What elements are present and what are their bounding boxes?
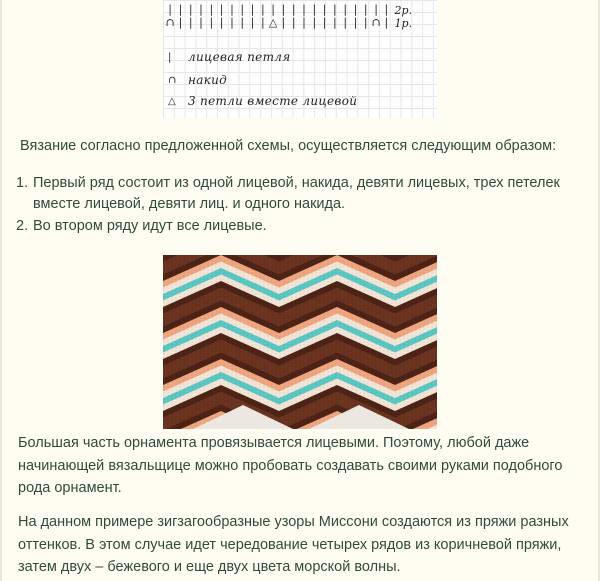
legend-item-yarn-over — [168, 73, 227, 87]
knit-stitch-icon: | — [322, 16, 327, 29]
knit-stitch-icon: | — [384, 16, 389, 29]
zigzag-pattern-graphic — [163, 255, 437, 429]
step-number: 2. — [16, 218, 29, 234]
step-item — [16, 173, 576, 215]
step-item — [16, 216, 576, 237]
knit-stitch-icon: | — [271, 3, 275, 16]
knit-stitch-icon: | — [312, 3, 317, 16]
yarn-over-icon: ∩ — [165, 16, 175, 29]
knit-stitch-icon: | — [199, 3, 203, 16]
page-border-left — [0, 0, 2, 581]
knit-stitch-icon: | — [353, 3, 358, 16]
knit-stitch-icon: | — [240, 16, 245, 29]
paragraph-1: Большая часть орнамента провязывается лицевыми. Поэтому, любой даже начинающей вязальщице можно пробовать создавать своими руками подобного рода орнамент. — [18, 435, 563, 496]
legend-item-knit-stitch — [168, 50, 290, 64]
knit-stitch-icon: | — [178, 3, 183, 16]
legend-description: накид — [188, 73, 228, 87]
knit-stitch-icon: | — [209, 3, 214, 16]
knit-stitch-icon: | — [333, 3, 337, 16]
knit-stitch-icon: | — [281, 3, 286, 16]
row-label: 2р. — [394, 3, 413, 17]
scheme-row-1 — [165, 17, 412, 29]
row-label: 1р. — [394, 16, 413, 30]
intro-text: Вязание согласно предложенной схемы, осуществляется следующим образом: — [20, 138, 557, 154]
knit-stitch-icon: | — [168, 3, 172, 16]
knit-three-together-icon: △ — [268, 16, 278, 29]
knit-stitch-symbol-icon: | — [168, 51, 172, 63]
knit-stitch-icon: | — [178, 16, 183, 29]
knit-stitch-icon: | — [230, 16, 234, 29]
steps-list — [16, 173, 576, 238]
knit-stitch-icon: | — [199, 16, 203, 29]
knit-stitch-icon: | — [188, 3, 193, 16]
knit-stitch-icon: | — [343, 16, 348, 29]
knit-stitch-icon: | — [363, 16, 368, 29]
step-text: Первый ряд состоит из одной лицевой, накида, девяти лицевых, трех петелек вместе лицевой, девяти лиц. и одного накида. — [33, 175, 560, 212]
knitting-scheme-image — [163, 0, 437, 118]
knit-stitch-icon: | — [240, 3, 245, 16]
missoni-zigzag-photo — [163, 255, 437, 429]
knit-stitch-icon: | — [260, 3, 265, 16]
knit-stitch-icon: | — [291, 16, 296, 29]
knit-stitch-icon: | — [302, 16, 306, 29]
knit-stitch-icon: | — [230, 3, 234, 16]
step-text: Во втором ряду идут все лицевые. — [33, 218, 267, 234]
knit-stitch-icon: | — [333, 16, 337, 29]
legend-description: лицевая петля — [188, 50, 291, 64]
knit-stitch-icon: | — [219, 3, 224, 16]
knit-stitch-icon: | — [322, 3, 327, 16]
knit-stitch-icon: | — [363, 3, 368, 16]
knit-stitch-icon: | — [260, 16, 265, 29]
knit-stitch-icon: | — [291, 3, 296, 16]
yarn-over-icon: ∩ — [371, 16, 381, 29]
knit-stitch-icon: | — [188, 16, 193, 29]
knit-stitch-icon: | — [312, 16, 317, 29]
knit-stitch-icon: | — [250, 3, 255, 16]
knit-stitch-icon: | — [281, 16, 286, 29]
knit-stitch-icon: | — [250, 16, 255, 29]
knit-stitch-icon: | — [374, 3, 378, 16]
scheme-row-2 — [165, 4, 412, 16]
legend-description: 3 петли вместе лицевой — [188, 94, 358, 108]
knit-three-together-symbol-icon: △ — [168, 95, 176, 107]
knit-stitch-icon: | — [209, 16, 214, 29]
legend-item-knit-three-together — [168, 94, 357, 108]
knit-stitch-icon: | — [302, 3, 306, 16]
knit-stitch-icon: | — [343, 3, 348, 16]
yarn-over-symbol-icon: ∩ — [168, 74, 177, 86]
paragraph-2: На данном примере зигзагообразные узоры Миссони создаются из пряжи разных оттенков. В этом случае идет чередование четырех рядов из коричневой пряжи, затем двух – бежевого и еще двух цвета морской волны. — [18, 514, 569, 575]
step-number: 1. — [16, 175, 29, 191]
knit-stitch-icon: | — [384, 3, 389, 16]
knit-stitch-icon: | — [353, 16, 358, 29]
knit-stitch-icon: | — [219, 16, 224, 29]
